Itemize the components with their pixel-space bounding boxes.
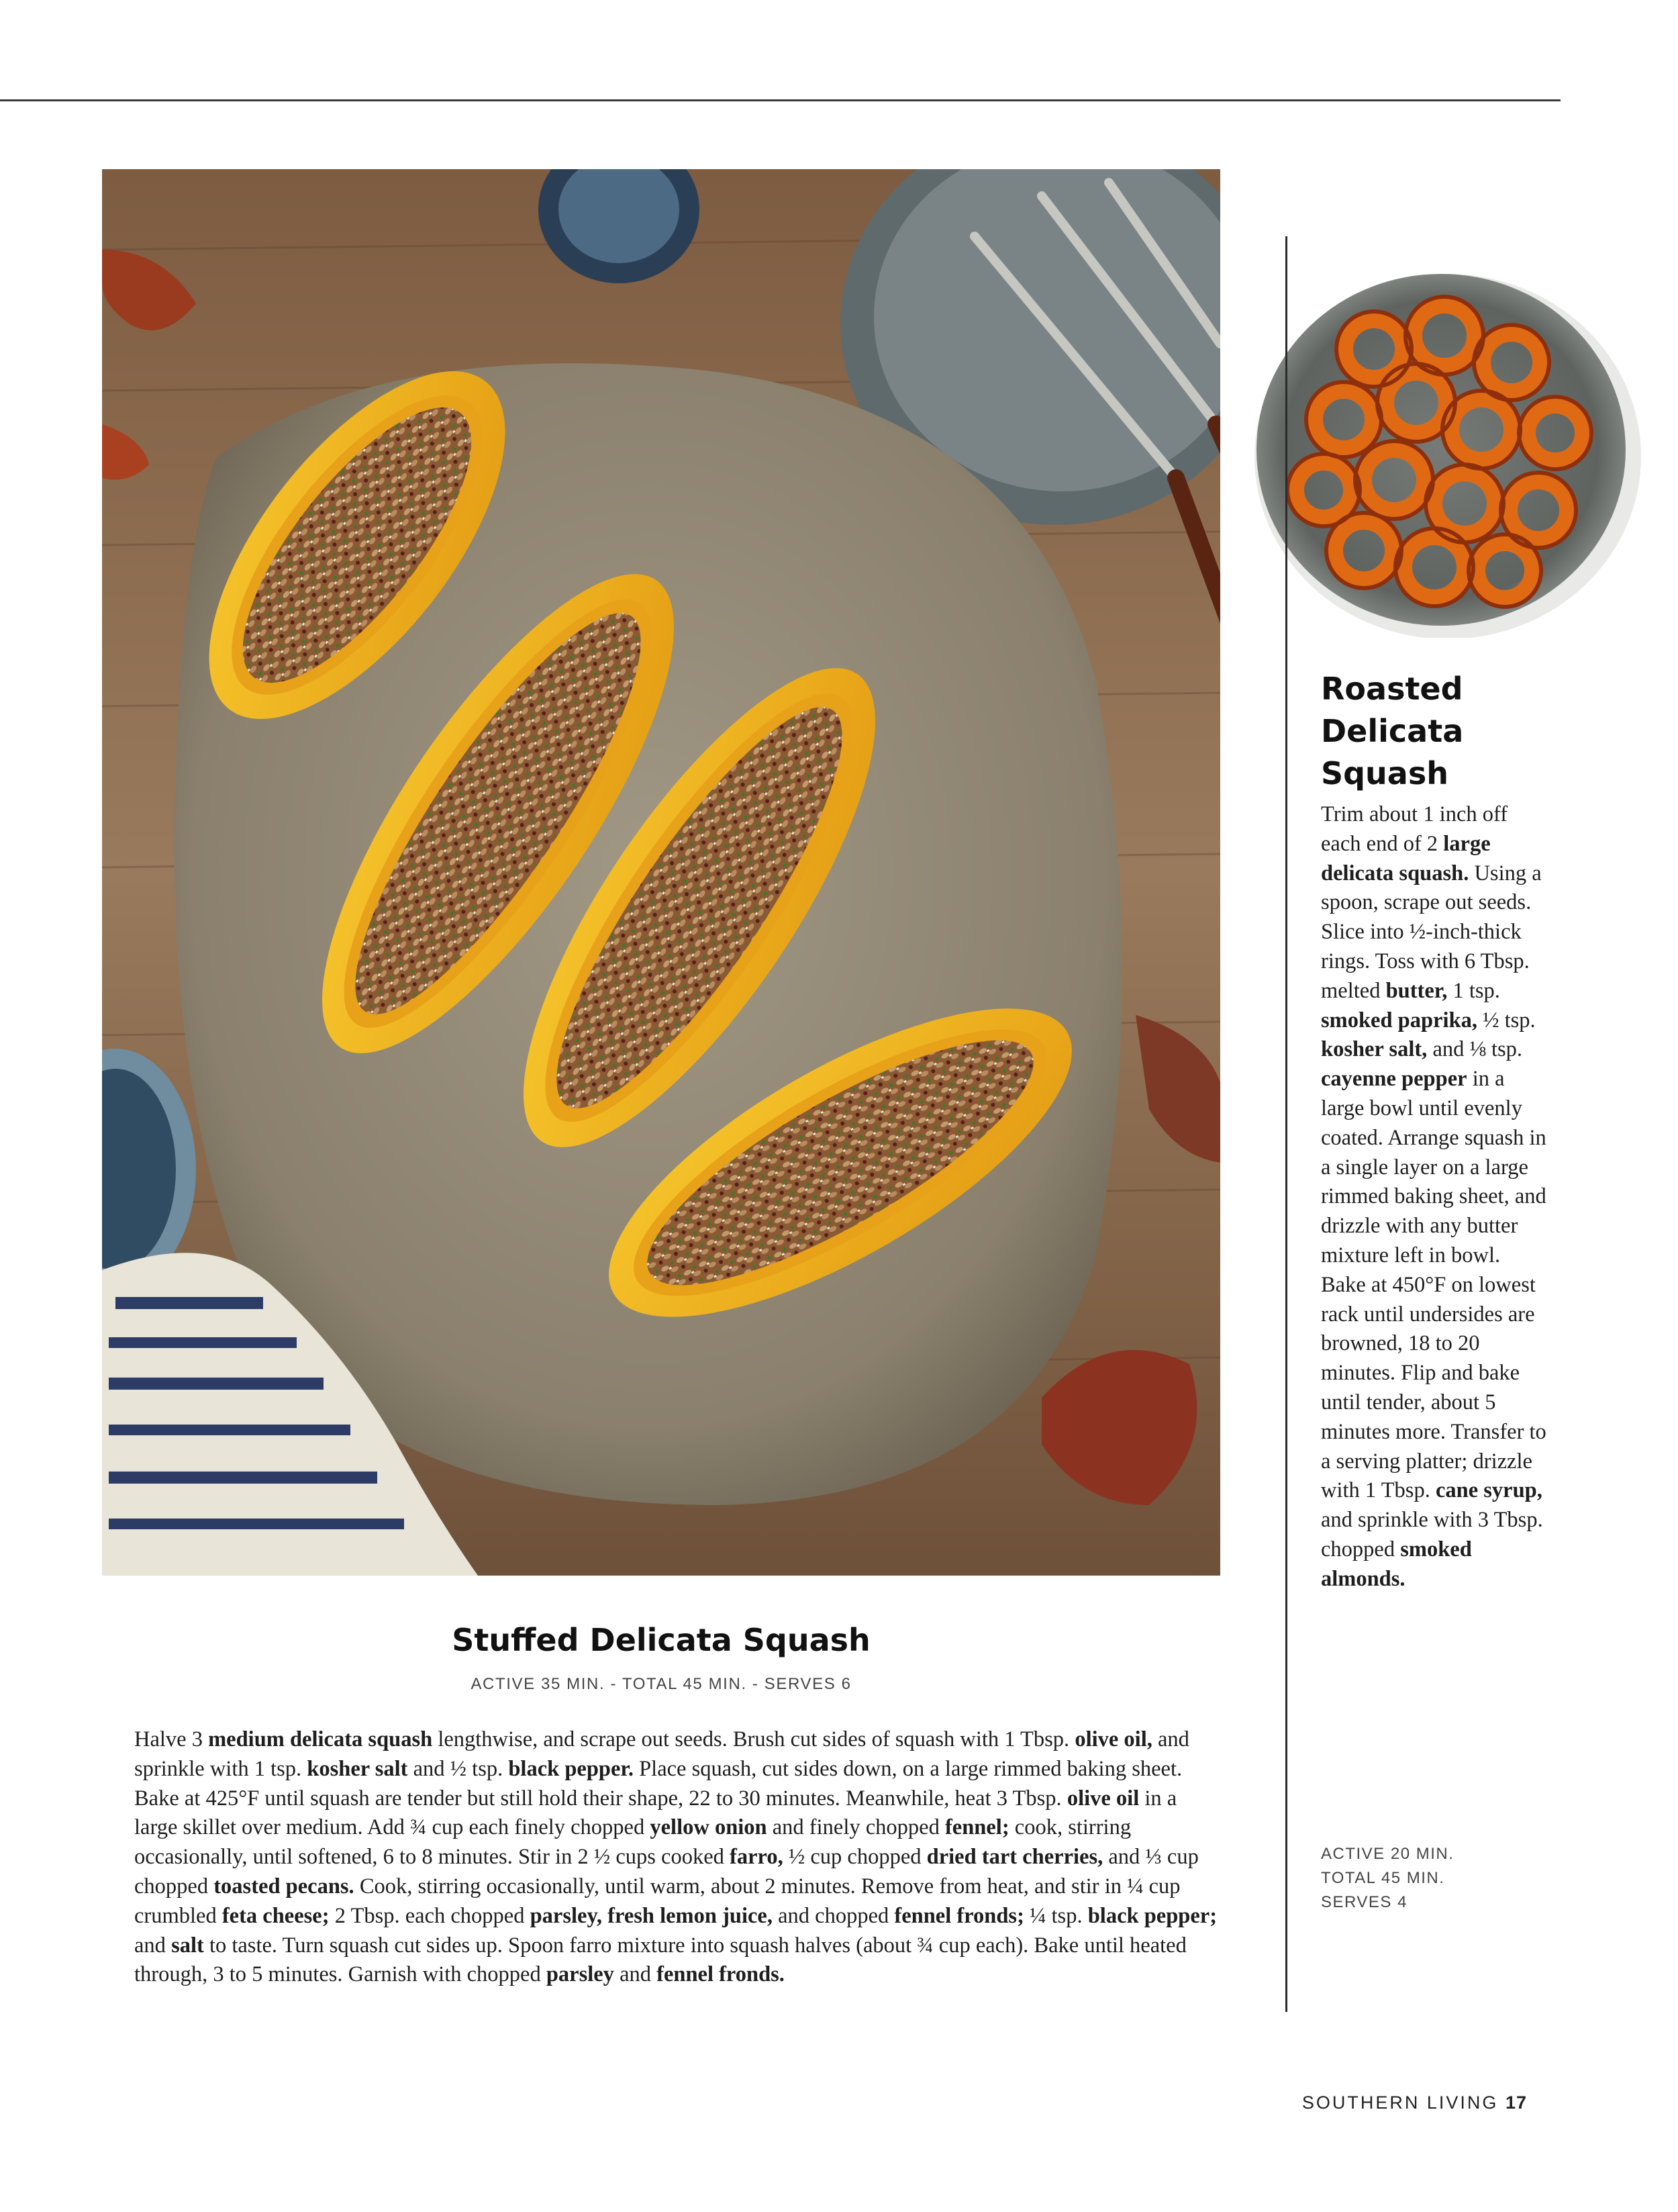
ingredient: fennel; (944, 1815, 1009, 1840)
ingredient: large delicata squash. (1321, 831, 1491, 885)
ingredient: dried tart cherries, (926, 1845, 1103, 1870)
ingredient: parsley, fresh lemon juice, (530, 1903, 773, 1928)
ingredient: fennel fronds; (894, 1903, 1024, 1928)
ingredient: parsley (546, 1962, 614, 1987)
page-folio (1302, 2093, 1527, 2113)
ingredient: medium delicata squash (208, 1727, 433, 1751)
instruction-text: and sprinkle with 3 Tbsp. chopped (1321, 1508, 1543, 1561)
instruction-text: and ⅛ tsp. (1427, 1037, 1523, 1062)
instruction-text: and sprinkle with 1 tsp. (134, 1727, 1189, 1781)
instruction-text: and (134, 1933, 172, 1958)
main-recipe-meta: ACTIVE 35 MIN. - TOTAL 45 MIN. - SERVES 6 (471, 1675, 852, 1693)
ingredient: farro, (730, 1845, 783, 1870)
sidebar-title-line: Roasted (1321, 671, 1463, 707)
instruction-text: in a large bowl until evenly coated. Arrange squash in a single layer on a large rimmed baking sheet, and drizzle with any butter mixture left in bowl. Bake at 450°F on lowest rack until undersides are browned, 18 to 20 minutes. Flip and bake until tender, about 5 minutes more. Transfer to a serving platter; drizzle with 1 Tbsp. (1321, 1067, 1546, 1503)
instruction-text: to taste. Turn squash cut sides up. Spoon farro mixture into squash halves (about ¾ cup each). Bake until heated through, 3 to 5 minutes. Garnish with chopped (134, 1933, 1187, 1987)
ingredient: toasted pecans. (213, 1874, 354, 1898)
ingredient: cane syrup, (1435, 1478, 1542, 1503)
ingredient: olive oil (1067, 1786, 1140, 1811)
instruction-text: ½ tsp. (1477, 1008, 1536, 1032)
instruction-text: and (613, 1962, 657, 1987)
ingredient: black pepper. (508, 1756, 634, 1781)
roasted-squash-photo (1243, 262, 1646, 638)
sidebar-recipe-title (1321, 668, 1589, 795)
instruction-text: Trim about 1 inch off each end of 2 (1321, 802, 1508, 856)
ingredient: smoked almonds. (1321, 1537, 1472, 1591)
ingredient: kosher salt, (1321, 1037, 1428, 1062)
instruction-text: Place squash, cut sides down, on a large rimmed baking sheet. Bake at 425°F until squash are tender but still hold their shape, 22 to 30 minutes. Meanwhile, heat 3 Tbsp. (134, 1756, 1183, 1811)
sidebar-title-line: Squash (1321, 755, 1448, 791)
ingredient: olive oil, (1075, 1727, 1152, 1751)
instruction-text: Cook, stirring occasionally, until warm, about 2 minutes. Remove from heat, and stir in ¼ cup crumbled (134, 1874, 1181, 1928)
ingredient: black pepper; (1087, 1903, 1218, 1928)
main-recipe-instructions (134, 1725, 1222, 1990)
page-number: 17 (1505, 2093, 1527, 2113)
instruction-text: ¼ tsp. (1024, 1903, 1088, 1928)
instruction-text: in a large skillet over medium. Add ¾ cup each finely chopped (134, 1786, 1177, 1840)
ingredient: fennel fronds. (656, 1962, 785, 1987)
total-time: TOTAL 45 MIN. (1321, 1869, 1445, 1887)
instruction-text: and ⅓ cup chopped (134, 1845, 1199, 1898)
instruction-text: ½ cup chopped (783, 1845, 927, 1870)
instruction-text: Using a spoon, scrape out seeds. Slice into ½-inch-thick rings. Toss with 6 Tbsp. melted (1321, 861, 1542, 1003)
ingredient: yellow onion (650, 1815, 767, 1840)
instruction-text: Halve 3 (134, 1727, 209, 1751)
ingredient: butter, (1385, 978, 1448, 1003)
ingredient: salt (171, 1933, 204, 1958)
instruction-text: and finely chopped (767, 1815, 945, 1840)
sidebar-title-line: Delicata (1321, 713, 1464, 749)
instruction-text: 1 tsp. (1447, 978, 1500, 1003)
publication-name: SOUTHERN LIVING (1301, 2093, 1499, 2113)
sidebar-recipe-meta (1321, 1842, 1522, 1915)
ingredient: feta cheese; (221, 1903, 330, 1928)
instruction-text: and chopped (772, 1903, 895, 1928)
servings: SERVES 4 (1321, 1893, 1408, 1911)
sidebar-recipe-instructions (1321, 800, 1549, 1594)
instruction-text: and ½ tsp. (407, 1756, 509, 1781)
ingredient: cayenne pepper (1321, 1067, 1467, 1092)
instruction-text: 2 Tbsp. each chopped (329, 1903, 530, 1928)
main-recipe-title: Stuffed Delicata Squash (452, 1622, 871, 1658)
ingredient: kosher salt (307, 1756, 408, 1781)
instruction-text: lengthwise, and scrape out seeds. Brush cut sides of squash with 1 Tbsp. (432, 1727, 1075, 1751)
stuffed-squash-photo (102, 169, 1220, 1576)
top-rule (0, 99, 1561, 101)
active-time: ACTIVE 20 MIN. (1321, 1845, 1454, 1863)
instruction-text: cook, stirring occasionally, until softened, 6 to 8 minutes. Stir in 2 ½ cups cooked (134, 1815, 1132, 1870)
sidebar-rule (1285, 236, 1287, 2012)
ingredient: smoked paprika, (1321, 1008, 1477, 1032)
